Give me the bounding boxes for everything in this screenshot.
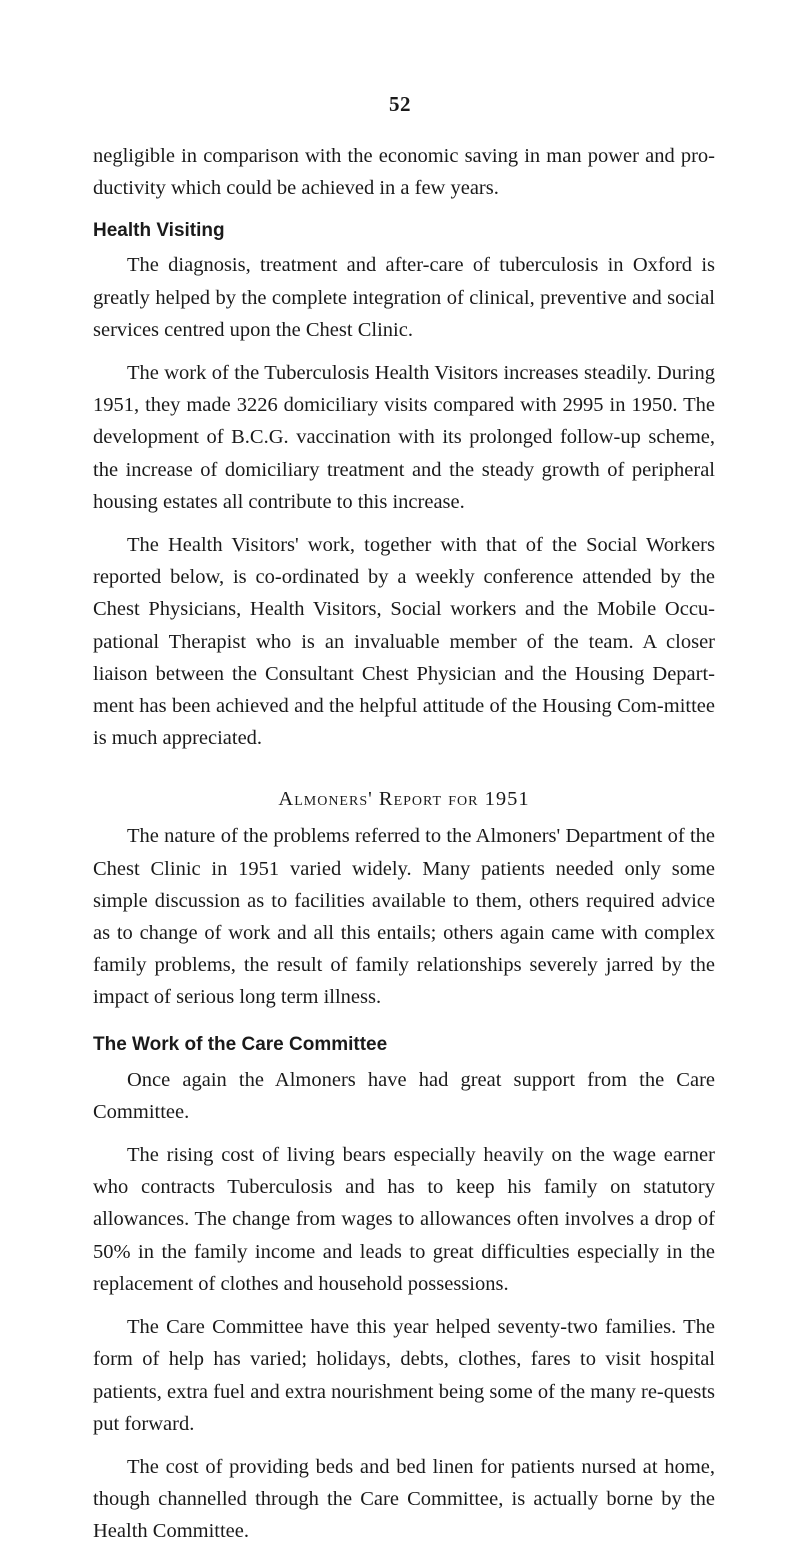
page-number: 52	[389, 92, 411, 116]
paragraph-integration: The diagnosis, treatment and after-care of tuberculosis in Oxford is greatly helped by the complete integration of clinical, preventive and social services centred upon the Chest Clinic.	[93, 254, 715, 341]
paragraph-almoners-problems: The nature of the problems referred to the Almoners' Department of the Chest Clinic in 1951 varied widely. Many patients needed only some simple discussion as to facilities available to them, others required advice as to change of work and all this entails; others again came with complex family problems, the result of family relationships severely jarred by the impact of serious long term illness.	[93, 825, 715, 1009]
section-heading-health-visiting: Health Visiting	[93, 220, 225, 242]
paragraph-beds-linen: The cost of providing beds and bed linen for patients nursed at home, though channelled through the Care Committee, is actually borne by the Health Committee.	[93, 1455, 715, 1543]
paragraph-cost-of-living: The rising cost of living bears especially heavily on the wage earner who contracts Tuberculosis and has to keep his family on statutory allowances. The change from wages to allowances often involves a drop of 50% in the family income and leads to great difficulties especially in the replacement of clothes and household possessions.	[93, 1144, 715, 1295]
paragraph-families-helped: The Care Committee have this year helped seventy-two families. The form of help has varied; holidays, debts, clothes, fares to visit hospital patients, extra fuel and extra nourishment being some of the many re-quests put forward.	[93, 1316, 715, 1435]
page-body	[93, 140, 715, 1548]
paragraph-coordination: The Health Visitors' work, together with that of the Social Workers reported below, is co-ordinated by a weekly conference attended by the Chest Physicians, Health Visitors, Social workers and the Mobile Occu-pational Therapist who is an invaluable member of the team. A closer liaison between the Consultant Chest Physician and the Housing Depart-ment has been achieved and the helpful attitude of the Housing Com-mittee is much appreciated.	[93, 534, 715, 750]
section-heading-care-committee: The Work of the Care Committee	[93, 1033, 388, 1055]
paragraph-continuation: negligible in comparison with the economic saving in man power and pro-ductivity which could be achieved in a few years.	[93, 145, 715, 200]
paragraph-support: Once again the Almoners have had great support from the Care Committee.	[93, 1068, 715, 1123]
section-heading-almoners-report: Almoners' Report for 1951	[278, 788, 530, 811]
paragraph-visits: The work of the Tuberculosis Health Visitors increases steadily. During 1951, they made 3226 domiciliary visits compared with 2995 in 1950. The development of B.C.G. vaccination with its prolonged follow-up scheme, the increase of domiciliary treatment and the steady growth of peripheral housing estates all contribute to this increase.	[93, 362, 715, 513]
